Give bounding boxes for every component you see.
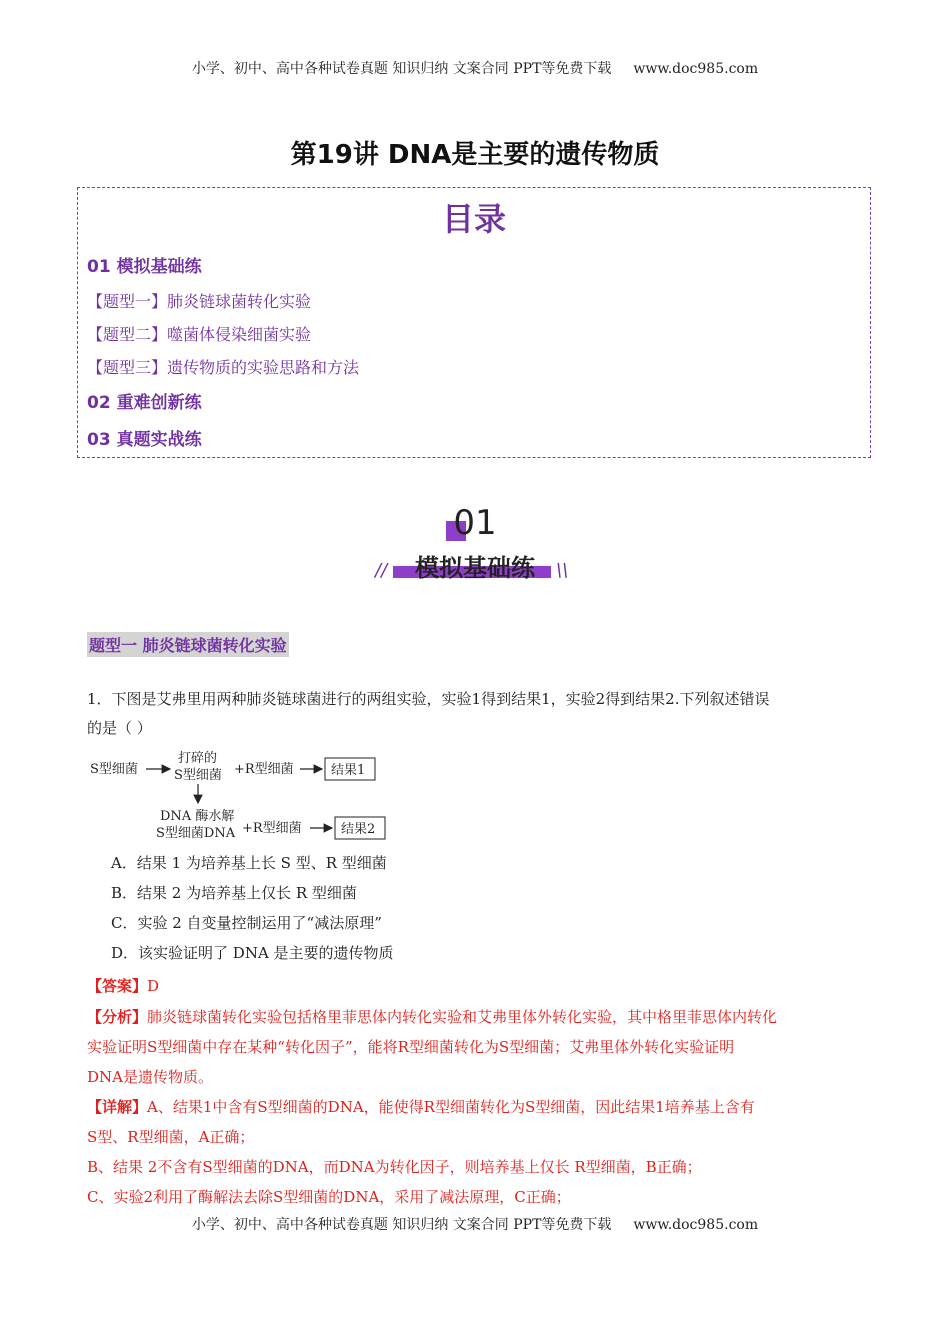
diagram-crushed-line1: 打碎的: [178, 751, 218, 766]
analysis-text1: 肺炎链球菌转化实验包括格里菲思体内转化实验和艾弗里体外转化实验，其中格里菲思体内转化: [147, 1008, 778, 1026]
detail-text1: A、结果1中含有S型细菌的DNA，能使得R型细菌转化为S型细菌，因此结果1培养基上含有: [147, 1098, 755, 1116]
analysis-line1: [87, 1003, 862, 1032]
analysis-tag: 【分析】: [87, 1008, 148, 1026]
analysis-line3: DNA是遗传物质。: [87, 1068, 213, 1086]
diagram-dnase-line2: S型细菌DNA: [156, 826, 236, 841]
diagram-result1: 结果1: [331, 763, 366, 778]
answer-line: [87, 972, 862, 1001]
toc-item-type2[interactable]: 【题型二】噬菌体侵染细菌实验: [87, 325, 312, 344]
section-heading: 题型一 肺炎链球菌转化实验: [87, 632, 289, 657]
banner-label: 模拟基础练: [415, 554, 535, 582]
toc-item-03[interactable]: 03 真题实战练: [87, 430, 202, 450]
footer-url[interactable]: www.doc985.com: [633, 1217, 759, 1233]
answer-tag: 【答案】: [87, 977, 148, 995]
toc-item-type3[interactable]: 【题型三】遗传物质的实验思路和方法: [87, 358, 360, 377]
page-title: 第19讲 DNA是主要的遗传物质: [290, 140, 660, 170]
table-of-contents: [77, 187, 871, 458]
detail-line2: S型、R型细菌，A正确；: [87, 1128, 255, 1146]
option-b[interactable]: B．结果 2 为培养基上仅长 R 型细菌: [111, 884, 357, 902]
banner-left-slash: //: [375, 560, 388, 581]
question-stem-line1: 1．下图是艾弗里用两种肺炎链球菌进行的两组实验，实验1得到结果1，实验2得到结果2.下列叙述错误: [87, 690, 770, 708]
answer-value: D: [147, 977, 160, 995]
page-header: [0, 58, 950, 78]
banner-right-slash: \\: [556, 560, 569, 581]
option-c[interactable]: C．实验 2 自变量控制运用了“减法原理”: [111, 914, 382, 932]
detail-line1: [87, 1093, 862, 1122]
option-a[interactable]: A．结果 1 为培养基上长 S 型、R 型细菌: [111, 854, 387, 872]
detail-line4: C、实验2利用了酶解法去除S型细菌的DNA，采用了减法原理，C正确；: [87, 1188, 571, 1206]
analysis-line2: 实验证明S型细菌中存在某种“转化因子”，能将R型细菌转化为S型细菌；艾弗里体外转化实验证明: [87, 1038, 735, 1056]
question-stem-line2: 的是（ ）: [87, 719, 152, 737]
banner-number: 01: [453, 503, 497, 543]
toc-item-01[interactable]: 01 模拟基础练: [87, 257, 202, 277]
diagram-s-type: S型细菌: [90, 762, 138, 777]
diagram-plus-r2: +R型细菌: [242, 821, 302, 836]
diagram-result2: 结果2: [341, 822, 376, 837]
toc-heading: 目录: [441, 200, 506, 238]
detail-tag: 【详解】: [87, 1098, 148, 1116]
diagram-dnase-line1: DNA 酶水解: [160, 809, 235, 824]
option-d[interactable]: D．该实验证明了 DNA 是主要的遗传物质: [111, 944, 394, 962]
diagram-crushed-line2: S型细菌: [174, 768, 222, 783]
detail-line3: B、结果 2不含有S型细菌的DNA，而DNA为转化因子，则培养基上仅长 R型细菌，B正确；: [87, 1158, 702, 1176]
page-footer: [0, 1214, 950, 1234]
toc-item-02[interactable]: 02 重难创新练: [87, 393, 202, 413]
header-text: 小学、初中、高中各种试卷真题 知识归纳 文案合同 PPT等免费下载: [191, 61, 612, 77]
experiment-diagram: [88, 748, 398, 843]
diagram-plus-r1: +R型细菌: [234, 762, 294, 777]
footer-text: 小学、初中、高中各种试卷真题 知识归纳 文案合同 PPT等免费下载: [191, 1217, 612, 1233]
header-url[interactable]: www.doc985.com: [633, 61, 759, 77]
toc-item-type1[interactable]: 【题型一】肺炎链球菌转化实验: [87, 292, 312, 311]
